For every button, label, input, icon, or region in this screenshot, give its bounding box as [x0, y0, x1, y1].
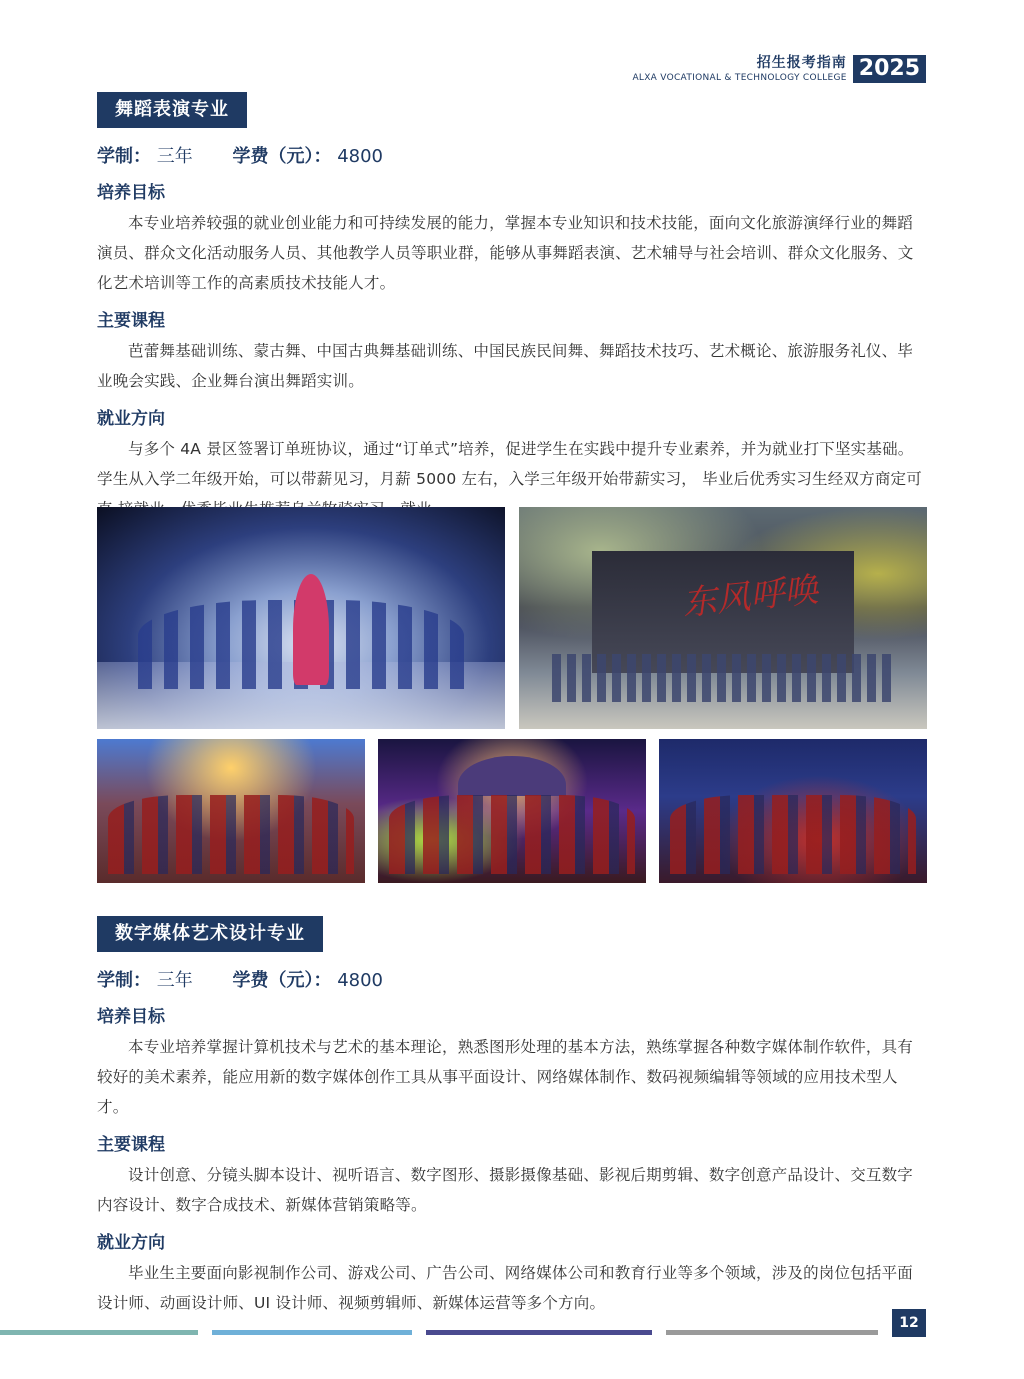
footer-decor-lines: [0, 1330, 880, 1336]
career-text: 毕业生主要面向影视制作公司、游戏公司、广告公司、网络媒体公司和教育行业等多个领域，涉及的岗位包括平面设计师、动画设计师、UI 设计师、视频剪辑师、新媒体运营等多个方向。: [97, 1264, 914, 1312]
course-heading: 主要课程: [97, 1135, 165, 1155]
header-text: [632, 52, 846, 83]
career-heading: 就业方向: [97, 409, 165, 429]
fee-label: 学费（元）：: [232, 146, 332, 167]
duration-label: 学制：: [97, 970, 151, 991]
goal-heading: 培养目标: [97, 183, 165, 203]
duration-value: 三年: [156, 970, 193, 991]
page-header: [632, 52, 926, 83]
major-section-dance: [97, 92, 927, 524]
dance-photo-performance-3: [659, 739, 927, 883]
dance-photo-performance-2: [378, 739, 646, 883]
page-number: 12: [892, 1309, 926, 1337]
dance-photo-stage: [97, 507, 505, 729]
course-text: 芭蕾舞基础训练、蒙古舞、中国古典舞基础训练、中国民族民间舞、舞蹈技术技巧、艺术概论、旅游服务礼仪、毕业晚会实践、企业舞台演出舞蹈实训。: [97, 342, 914, 390]
fee-value: 4800: [337, 970, 384, 991]
major-meta: [97, 144, 927, 170]
section-title: 数字媒体艺术设计专业: [97, 916, 323, 952]
dance-photo-performance-1: [97, 739, 365, 883]
section-title: 舞蹈表演专业: [97, 92, 247, 128]
year-badge: 2025: [853, 55, 926, 83]
career-text: 与多个 4A 景区签署订单班协议，通过“订单式”培养，促进学生在实践中提升专业素养，并为就业打下坚实基础。学生从入学二年级开始，可以带薪见习，月薪 5000 左右，入学三年级开始带薪实习， 毕业后优秀实习生经双方商定可: [97, 440, 922, 488]
fee-value: 4800: [337, 146, 384, 167]
photo-gallery: [97, 507, 927, 883]
footer-line: [0, 1330, 198, 1335]
career-heading: 就业方向: [97, 1233, 165, 1253]
major-meta: [97, 968, 927, 994]
footer-line: [666, 1330, 878, 1335]
footer-line: [426, 1330, 652, 1335]
duration-label: 学制：: [97, 146, 151, 167]
lead-dancer: [293, 574, 329, 685]
calligraphy-title: 东风呼唤: [680, 570, 821, 625]
dancer-group: [670, 795, 917, 874]
course-heading: 主要课程: [97, 311, 165, 331]
goal-text: 本专业培养较强的就业创业能力和可持续发展的能力，掌握本专业知识和技术技能，面向文化旅游演绎行业的舞蹈演员、群众文化活动服务人员、其他教学人员等职业群，能够从事舞蹈表演、艺术辅导与社会培训、群众文化服务、文化艺术培训等工作的高素质技术技能人才。: [97, 214, 914, 292]
fee-label: 学费（元）：: [232, 970, 332, 991]
dance-photo-drama: [519, 507, 927, 729]
major-section-digital-media: [97, 916, 927, 1318]
guide-title: 招生报考指南: [756, 55, 847, 71]
course-text: 设计创意、分镜头脚本设计、视听语言、数字图形、摄影摄像基础、影视后期剪辑、数字创意产品设计、交互数字内容设计、数字合成技术、新媒体营销策略等。: [97, 1166, 914, 1214]
duration-value: 三年: [156, 146, 193, 167]
dancer-group: [108, 795, 355, 874]
dancer-group: [389, 795, 636, 874]
college-name: ALXA VOCATIONAL & TECHNOLOGY COLLEGE: [632, 73, 847, 83]
goal-heading: 培养目标: [97, 1007, 165, 1027]
goal-text: 本专业培养掌握计算机技术与艺术的基本理论，熟悉图形处理的基本方法，熟练掌握各种数字媒体制作软件，具有较好的美术素养，能应用新的数字媒体创作工具从事平面设计、网络媒体制作、数码视频编辑等领域的应用技术型人才。: [97, 1038, 914, 1116]
cast-row: [552, 654, 895, 703]
footer-line: [212, 1330, 412, 1335]
